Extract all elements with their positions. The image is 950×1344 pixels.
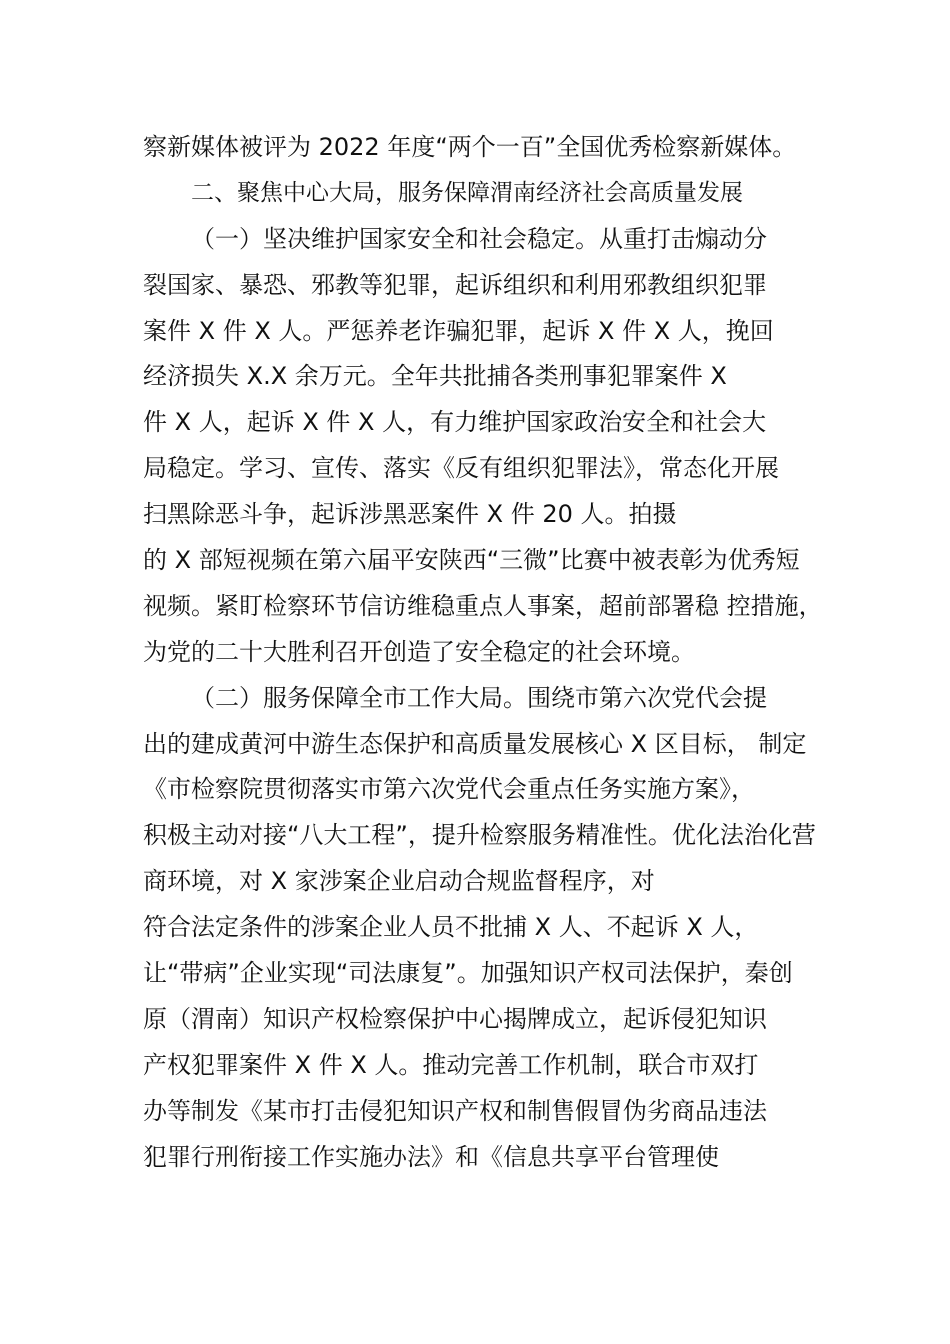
text-line: 办等制发《某市打击侵犯知识产权和制售假冒伪劣商品违法 bbox=[143, 1096, 767, 1125]
subsection-heading-line: （一）坚决维护国家安全和社会稳定。从重打击煽动分 bbox=[191, 224, 767, 253]
text-line: 件 X 人，起诉 X 件 X 人，有力维护国家政治安全和社会大 bbox=[143, 408, 767, 437]
text-line: 原（渭南）知识产权检察保护中心揭牌成立，起诉侵犯知识 bbox=[143, 1004, 767, 1033]
section-heading: 二、聚焦中心大局，服务保障渭南经济社会高质量发展 bbox=[191, 179, 743, 206]
text-line: 裂国家、暴恐、邪教等犯罪，起诉组织和利用邪教组织犯罪 bbox=[143, 270, 767, 299]
text-line: 让“带病”企业实现“司法康复”。加强知识产权司法保护，秦创 bbox=[143, 959, 793, 988]
text-line: 商环境，对 X 家涉案企业启动合规监督程序，对 bbox=[143, 867, 655, 896]
text-line: 产权犯罪案件 X 件 X 人。推动完善工作机制，联合市双打 bbox=[143, 1050, 759, 1079]
text-line: 犯罪行刑衔接工作实施办法》和《信息共享平台管理使 bbox=[143, 1142, 719, 1171]
text-line: 为党的二十大胜利召开创造了安全稳定的社会环境。 bbox=[143, 637, 695, 666]
text-line: 出的建成黄河中游生态保护和高质量发展核心 X 区目标， 制定 bbox=[143, 729, 807, 758]
text-line: 视频。紧盯检察环节信访维稳重点人事案，超前部署稳 控措施， bbox=[143, 591, 823, 620]
text-line: 扫黑除恶斗争，起诉涉黑恶案件 X 件 20 人。拍摄 bbox=[143, 500, 677, 529]
text-line: 积极主动对接“八大工程”，提升检察服务精准性。优化法治化营 bbox=[143, 821, 816, 850]
text-line: 经济损失 X.X 余万元。全年共批捕各类刑事犯罪案件 X bbox=[143, 362, 727, 391]
text-line: 符合法定条件的涉案企业人员不批捕 X 人、不起诉 X 人， bbox=[143, 913, 759, 942]
text-line: 案件 X 件 X 人。严惩养老诈骗犯罪，起诉 X 件 X 人，挽回 bbox=[143, 316, 774, 345]
document-body bbox=[143, 125, 863, 1180]
text-line: 局稳定。学习、宣传、落实《反有组织犯罪法》，常态化开展 bbox=[143, 454, 779, 483]
text-line: 察新媒体被评为 2022 年度“两个一百”全国优秀检察新媒体。 bbox=[143, 133, 797, 161]
text-line: 的 X 部短视频在第六届平安陕西“三微”比赛中被表彰为优秀短 bbox=[143, 546, 800, 575]
text-line: 《市检察院贯彻落实市第六次党代会重点任务实施方案》， bbox=[143, 775, 755, 804]
subsection-heading-line: （二）服务保障全市工作大局。围绕市第六次党代会提 bbox=[191, 683, 767, 712]
